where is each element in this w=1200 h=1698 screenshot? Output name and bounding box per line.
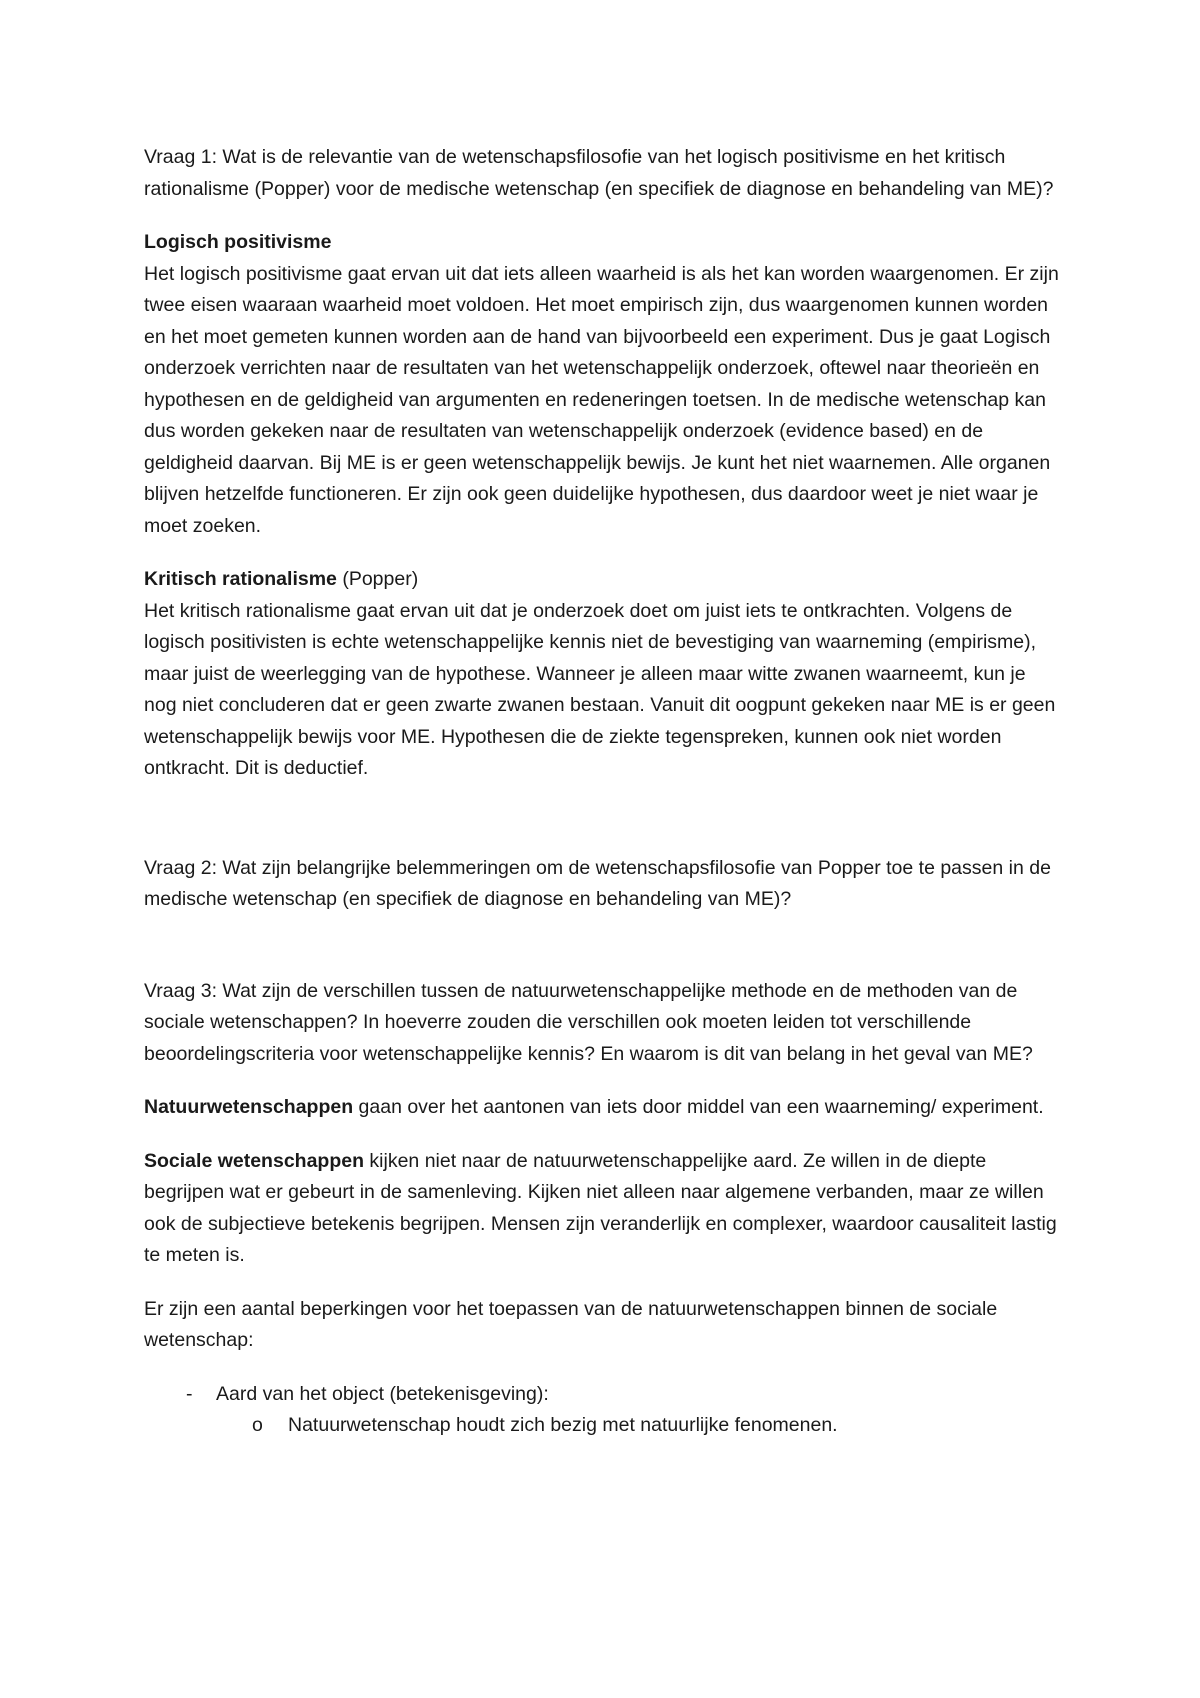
document-page	[144, 142, 1062, 1442]
beperkingen-list	[144, 1379, 1062, 1442]
question-1: Vraag 1: Wat is de relevantie van de wetenschapsfilosofie van het logisch positivisme en het kritisch rationalisme (Popper) voor de medische wetenschap (en specifiek de diagnose en behandeling van ME)?	[144, 146, 1054, 200]
sub-list	[216, 1410, 1062, 1442]
paragraph-beperkingen: Er zijn een aantal beperkingen voor het toepassen van de natuurwetenschappen binnen de sociale wetenschap:	[144, 1297, 998, 1351]
section-heading-logisch-positivisme: Logisch positivisme	[144, 231, 332, 253]
paragraph-logisch-positivisme: Het logisch positivisme gaat ervan uit dat iets alleen waarheid is als het kan worden waargenomen. Er zijn twee eisen waaraan waarheid moet voldoen. Het moet empirisch zijn, dus waargenomen kunnen worden en het moet gemeten kunnen worden aan de hand van bijvoorbeeld een experiment. Dus je gaat Logisch onderzoek verrichten naar de resultaten van het wetenschappelijk onderzoek, oftewel naar theorieën en hypothesen en de geldigheid van argumenten en redeneringen toetsen. In de medische wetenschap kan dus worden gekeken naar de resultaten van wetenschappelijk onderzoek (evidence based) en de geldigheid daarvan. Bij ME is er geen wetenschappelijk bewijs. Je kunt het niet waarnemen. Alle organen blijven hetzelfde functioneren. Er zijn ook geen duidelijke hypothesen, dus daardoor weet je niet waar je moet zoeken.	[144, 262, 1059, 537]
sub-list-item	[216, 1410, 1062, 1442]
section-heading-kritisch-rationalisme: Kritisch rationalisme (Popper)	[144, 568, 419, 590]
paragraph-kritisch-rationalisme: Het kritisch rationalisme gaat ervan uit dat je onderzoek doet om juist iets te ontkrachten. Volgens de logisch positivisten is echte wetenschappelijke kennis niet de bevestiging van waarneming (empirisme), maar juist de weerlegging van de hypothese. Wanneer je alleen maar witte zwanen waarneemt, kun je nog niet concluderen dat er geen zwarte zwanen bestaan. Vanuit dit oogpunt gekeken naar ME is er geen wetenschappelijk bewijs voor ME. Hypothesen die de ziekte tegenspreken, kunnen ook niet worden ontkracht. Dit is deductief.	[144, 599, 1056, 779]
list-item-label: Aard van het object (betekenisgeving):	[216, 1382, 549, 1405]
paragraph-natuurwetenschappen: Natuurwetenschappen gaan over het aantonen van iets door middel van een waarneming/ experiment.	[144, 1096, 1044, 1118]
dash-bullet: -	[186, 1382, 193, 1405]
question-3: Vraag 3: Wat zijn de verschillen tussen de natuurwetenschappelijke methode en de methoden van de sociale wetenschappen? In hoeverre zouden die verschillen ook moeten leiden tot verschillende beoordelingscriteria voor wetenschappelijke kennis? En waarom is dit van belang in het geval van ME?	[144, 979, 1033, 1065]
sub-list-item-label: Natuurwetenschap houdt zich bezig met natuurlijke fenomenen.	[288, 1414, 838, 1436]
list-item	[144, 1379, 1062, 1442]
paragraph-sociale-wetenschappen: Sociale wetenschappen kijken niet naar de natuurwetenschappelijke aard. Ze willen in de diepte begrijpen wat er gebeurt in de samenleving. Kijken niet alleen naar algemene verbanden, maar ze willen ook de subjectieve betekenis begrijpen. Mensen zijn veranderlijk en complexer, waardoor causaliteit lastig te meten is.	[144, 1149, 1057, 1266]
question-2: Vraag 2: Wat zijn belangrijke belemmeringen om de wetenschapsfilosofie van Popper toe te passen in de medische wetenschap (en specifiek de diagnose en behandeling van ME)?	[144, 856, 1051, 910]
circle-bullet: o	[252, 1414, 263, 1436]
